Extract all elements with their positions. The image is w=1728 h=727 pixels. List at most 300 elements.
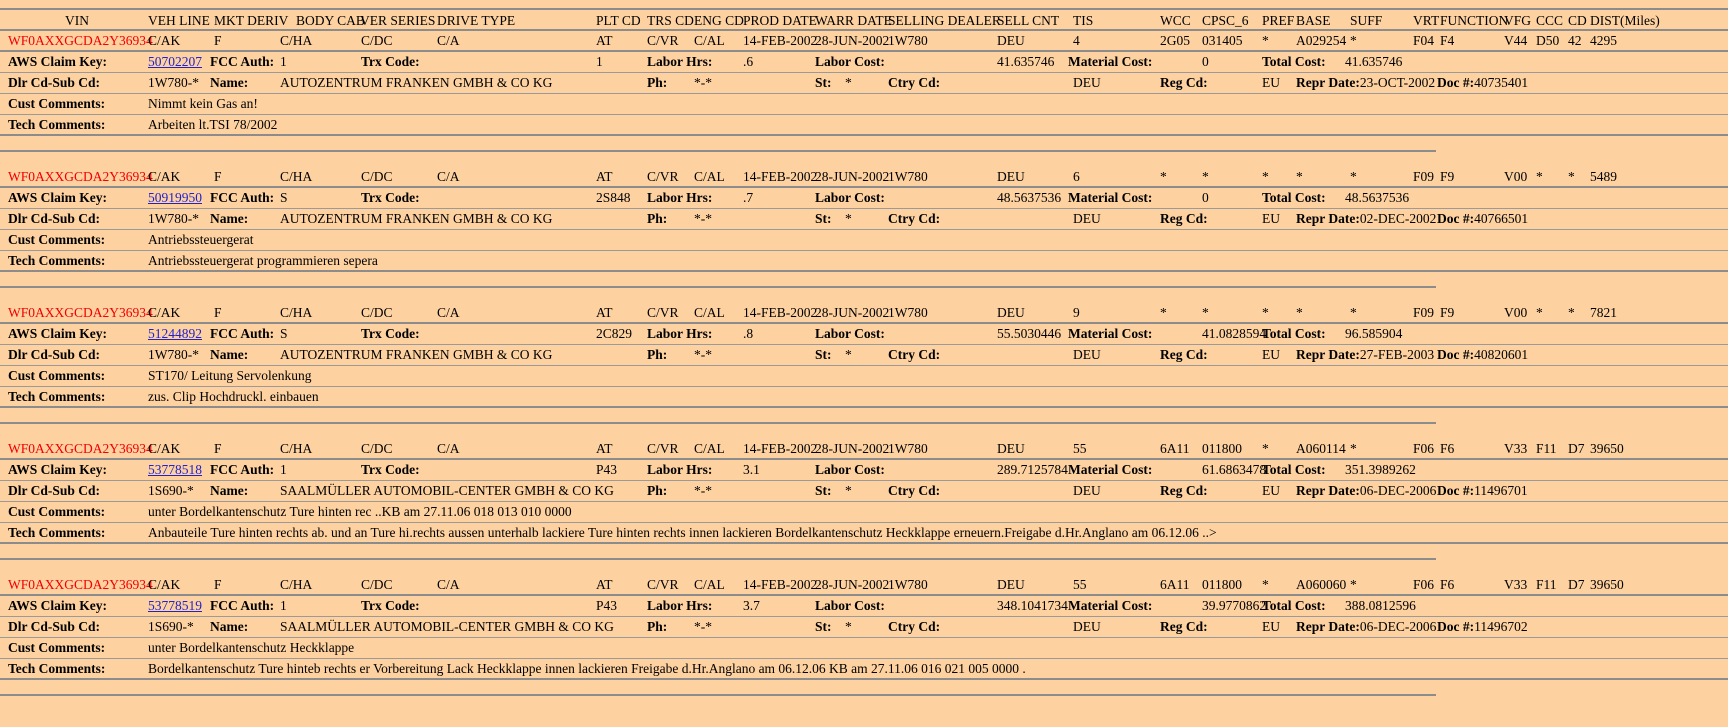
labor-cost-label: Labor Cost: (815, 462, 885, 477)
trx-code-label: Trx Code: (361, 54, 420, 69)
record-separator (0, 680, 1728, 711)
claim-key-link[interactable]: 53778519 (148, 598, 202, 613)
repr-date-label: Repr Date: (1296, 211, 1360, 226)
dlr-cd-value: 1W780-* (148, 75, 199, 90)
name-label: Name: (210, 75, 249, 90)
function-value: F4 (1440, 33, 1455, 48)
st-label: St: (815, 619, 832, 634)
function-value: F9 (1440, 169, 1455, 184)
pref-value: * (1262, 169, 1269, 184)
total-cost-label: Total Cost: (1262, 190, 1326, 205)
repr-date (1296, 617, 1436, 637)
mkt-deriv-value: F (214, 577, 222, 592)
base-value: * (1296, 305, 1303, 320)
ver-series-value: C/DC (361, 441, 393, 456)
body-cab-value: C/HA (280, 577, 313, 592)
suff-value: * (1350, 33, 1357, 48)
dlr-cd-label: Dlr Cd-Sub Cd: (8, 483, 101, 498)
vfg-value: V00 (1504, 305, 1528, 320)
ph-value: *-* (694, 619, 712, 634)
plt-cd-value: AT (596, 169, 613, 184)
doc-number (1437, 345, 1528, 365)
mkt-deriv-value: F (214, 33, 222, 48)
dlr-cd-value: 1S690-* (148, 483, 194, 498)
tis-value: 9 (1073, 305, 1080, 320)
st-label: St: (815, 347, 832, 362)
dealer-row (0, 481, 1728, 502)
ctry-cd-label: Ctry Cd: (888, 619, 941, 634)
reg-cd-value: EU (1262, 483, 1280, 498)
vrt-value: F04 (1413, 33, 1435, 48)
dlr-cd-label: Dlr Cd-Sub Cd: (8, 619, 101, 634)
ph-label: Ph: (647, 347, 668, 362)
name-label: Name: (210, 619, 249, 634)
cust-comments-value: unter Bordelkantenschutz Ture hinten rec ..KB am 27.11.06 018 013 010 0000 (148, 504, 572, 519)
vfg-value: V00 (1504, 169, 1528, 184)
doc-number (1437, 617, 1528, 637)
ph-value: *-* (694, 347, 712, 362)
cust-comments-value: Nimmt kein Gas an! (148, 96, 258, 111)
ccc-value: * (1536, 169, 1543, 184)
col-header-mkt-deriv: MKT DERIV (214, 13, 289, 28)
ctry-cd-value: DEU (1073, 75, 1101, 90)
drive-type-value: C/A (437, 577, 460, 592)
name-label: Name: (210, 347, 249, 362)
drive-type-value: C/A (437, 441, 460, 456)
cust-comments-row (0, 230, 1728, 251)
cd-value: 42 (1568, 33, 1582, 48)
separator-line (0, 286, 1436, 288)
doc-value: 11496701 (1474, 483, 1528, 498)
repr-date (1296, 73, 1435, 93)
col-header-warr-date: WARR DATE (815, 13, 892, 28)
trs-cd-value: C/VR (647, 441, 679, 456)
ctry-cd-value: DEU (1073, 483, 1101, 498)
dlr-cd-value: 1S690-* (148, 619, 194, 634)
separator-line (0, 558, 1436, 560)
cust-comments-label: Cust Comments: (8, 96, 106, 111)
col-header-vrt: VRT (1413, 13, 1440, 28)
fcc-auth-label: FCC Auth: (210, 326, 275, 341)
col-header-drive-type: DRIVE TYPE (437, 13, 516, 28)
col-header-base: BASE (1296, 13, 1331, 28)
dist-value: 7821 (1590, 305, 1617, 320)
column-header-row (0, 8, 1728, 31)
labor-hrs-value: 3.7 (743, 598, 760, 613)
eng-cd-value: C/AL (694, 169, 725, 184)
reg-cd-label: Reg Cd: (1160, 483, 1208, 498)
trs-cd-value: C/VR (647, 305, 679, 320)
col-header-trs-cd: TRS CD (647, 13, 694, 28)
suff-value: * (1350, 577, 1357, 592)
function-value: F9 (1440, 305, 1455, 320)
claim-record (0, 575, 1728, 711)
ctry-cd-value: DEU (1073, 619, 1101, 634)
tech-comments-label: Tech Comments: (8, 253, 106, 268)
labor-cost-value: 55.5030446 (997, 326, 1062, 341)
col-header-vfg: VFG (1504, 13, 1532, 28)
cust-comments-value: unter Bordelkantenschutz Heckklappe (148, 640, 355, 655)
st-value: * (845, 347, 852, 362)
cust-comments-value: ST170/ Leitung Servolenkung (148, 368, 312, 383)
sell-cnt-value: DEU (997, 441, 1025, 456)
mkt-deriv-value: F (214, 169, 222, 184)
warr-date-value: 28-JUN-2002 (815, 577, 890, 592)
reg-cd-value: EU (1262, 75, 1280, 90)
total-cost-value: 96.585904 (1345, 326, 1403, 341)
ph-label: Ph: (647, 211, 668, 226)
warr-date-value: 28-JUN-2002 (815, 305, 890, 320)
sell-cnt-value: DEU (997, 169, 1025, 184)
wcc-value: * (1160, 169, 1167, 184)
tech-comments-row (0, 659, 1728, 680)
separator-line (0, 150, 1436, 152)
ctry-cd-label: Ctry Cd: (888, 211, 941, 226)
dist-value: 39650 (1590, 577, 1624, 592)
tis-value: 4 (1073, 33, 1080, 48)
base-value: A060114 (1296, 441, 1346, 456)
col-header-ver-series: VER SERIES (360, 13, 436, 28)
tech-comments-value: Antriebssteuergerat programmieren sepera (148, 253, 378, 268)
eng-cd-value: C/AL (694, 441, 725, 456)
claim-key-row (0, 52, 1728, 73)
veh-line-value: C/AK (148, 577, 181, 592)
body-cab-value: C/HA (280, 441, 313, 456)
fcc-auth-value: S (280, 190, 288, 205)
st-value: * (845, 483, 852, 498)
total-cost-label: Total Cost: (1262, 326, 1326, 341)
pref-value: * (1262, 305, 1269, 320)
veh-line-value: C/AK (148, 169, 181, 184)
labor-hrs-label: Labor Hrs: (647, 54, 713, 69)
col-header-veh-line: VEH LINE (148, 13, 210, 28)
claim-record (0, 439, 1728, 575)
reg-cd-value: EU (1262, 619, 1280, 634)
mkt-deriv-value: F (214, 305, 222, 320)
repr-date (1296, 209, 1436, 229)
tech-comments-label: Tech Comments: (8, 525, 106, 540)
ctry-cd-label: Ctry Cd: (888, 483, 941, 498)
labor-hrs-label: Labor Hrs: (647, 326, 713, 341)
tech-comments-row (0, 387, 1728, 408)
labor-hrs-value: .8 (743, 326, 754, 341)
tech-comments-label: Tech Comments: (8, 117, 106, 132)
trx-code-value: P43 (596, 598, 618, 613)
ver-series-value: C/DC (361, 169, 393, 184)
st-label: St: (815, 211, 832, 226)
doc-value: 11496702 (1474, 619, 1528, 634)
tech-comments-row (0, 251, 1728, 272)
total-cost-value: 41.635746 (1345, 54, 1403, 69)
function-value: F6 (1440, 577, 1455, 592)
claim-key-row (0, 596, 1728, 617)
fcc-auth-value: S (280, 326, 288, 341)
wcc-value: 2G05 (1160, 33, 1190, 48)
drive-type-value: C/A (437, 169, 460, 184)
trx-code-value: 2S848 (596, 190, 631, 205)
claim-key-row (0, 188, 1728, 209)
st-value: * (845, 75, 852, 90)
fcc-auth-label: FCC Auth: (210, 54, 275, 69)
total-cost-value: 48.5637536 (1345, 190, 1410, 205)
doc-label: Doc #: (1437, 211, 1475, 226)
vehicle-data-row (0, 31, 1728, 52)
col-header-sell-cnt: SELL CNT (997, 13, 1060, 28)
vfg-value: V33 (1504, 441, 1528, 456)
total-cost-label: Total Cost: (1262, 54, 1326, 69)
aws-claim-key-label: AWS Claim Key: (8, 326, 107, 341)
eng-cd-value: C/AL (694, 305, 725, 320)
wcc-value: * (1160, 305, 1167, 320)
fcc-auth-value: 1 (280, 598, 287, 613)
repr-date-value: 06-DEC-2006 (1359, 619, 1437, 634)
body-cab-value: C/HA (280, 305, 313, 320)
labor-cost-value: 41.635746 (997, 54, 1055, 69)
record-separator (0, 544, 1728, 575)
dealer-name-value: AUTOZENTRUM FRANKEN GMBH & CO KG (280, 75, 553, 90)
vrt-value: F09 (1413, 305, 1435, 320)
function-value: F6 (1440, 441, 1455, 456)
vin-value: WF0AXXGCDA2Y36934 (8, 305, 153, 320)
selling-dealer-value: 1W780 (888, 441, 928, 456)
plt-cd-value: AT (596, 441, 613, 456)
col-header-cd: CD (1568, 13, 1587, 28)
vehicle-data-row (0, 303, 1728, 324)
dealer-name-value: AUTOZENTRUM FRANKEN GMBH & CO KG (280, 347, 553, 362)
dealer-name-value: SAALMÜLLER AUTOMOBIL-CENTER GMBH & CO KG (280, 483, 614, 498)
record-separator (0, 408, 1728, 439)
material-cost-label: Material Cost: (1068, 326, 1153, 341)
repr-date-value: 23-OCT-2002 (1359, 75, 1436, 90)
dealer-row (0, 617, 1728, 638)
st-value: * (845, 619, 852, 634)
eng-cd-value: C/AL (694, 33, 725, 48)
cpsc6-value: 031405 (1202, 33, 1243, 48)
suff-value: * (1350, 305, 1357, 320)
labor-hrs-value: .7 (743, 190, 754, 205)
selling-dealer-value: 1W780 (888, 33, 928, 48)
ver-series-value: C/DC (361, 305, 393, 320)
selling-dealer-value: 1W780 (888, 305, 928, 320)
eng-cd-value: C/AL (694, 577, 725, 592)
col-header-body-cab: BODY CAB (296, 13, 365, 28)
wcc-value: 6A11 (1160, 441, 1190, 456)
ph-label: Ph: (647, 619, 668, 634)
ctry-cd-label: Ctry Cd: (888, 347, 941, 362)
st-label: St: (815, 483, 832, 498)
labor-cost-label: Labor Cost: (815, 598, 885, 613)
drive-type-value: C/A (437, 305, 460, 320)
reg-cd-label: Reg Cd: (1160, 75, 1208, 90)
name-label: Name: (210, 211, 249, 226)
claim-key-link[interactable]: 50702207 (148, 54, 202, 69)
repr-date-value: 27-FEB-2003 (1359, 347, 1435, 362)
trx-code-label: Trx Code: (361, 326, 420, 341)
separator-line (0, 694, 1436, 696)
cpsc6-value: 011800 (1202, 441, 1242, 456)
cust-comments-label: Cust Comments: (8, 504, 106, 519)
prod-date-value: 14-FEB-2002 (743, 441, 818, 456)
material-cost-label: Material Cost: (1068, 598, 1153, 613)
veh-line-value: C/AK (148, 305, 181, 320)
warr-date-value: 28-JUN-2002 (815, 169, 890, 184)
total-cost-label: Total Cost: (1262, 598, 1326, 613)
pref-value: * (1262, 441, 1269, 456)
fcc-auth-label: FCC Auth: (210, 190, 275, 205)
mkt-deriv-value: F (214, 441, 222, 456)
dlr-cd-label: Dlr Cd-Sub Cd: (8, 347, 101, 362)
claim-key-row (0, 324, 1728, 345)
material-cost-label: Material Cost: (1068, 190, 1153, 205)
pref-value: * (1262, 33, 1269, 48)
tis-value: 6 (1073, 169, 1080, 184)
repr-date-label: Repr Date: (1296, 75, 1360, 90)
repr-date (1296, 345, 1434, 365)
cust-comments-label: Cust Comments: (8, 368, 106, 383)
plt-cd-value: AT (596, 33, 613, 48)
aws-claim-key-label: AWS Claim Key: (8, 598, 107, 613)
ver-series-value: C/DC (361, 577, 393, 592)
vin-value: WF0AXXGCDA2Y36934 (8, 169, 153, 184)
repr-date-label: Repr Date: (1296, 347, 1360, 362)
cpsc6-value: 011800 (1202, 577, 1242, 592)
tech-comments-value: Bordelkantenschutz Ture hinteb rechts er Vorbereitung Lack Heckklappe innen lackieren Freigabe d.Hr.Anglano am 06.12.06 KB am 27.11.06 016 021 005 0000 . (148, 661, 1026, 676)
fcc-auth-value: 1 (280, 54, 287, 69)
base-value: A060060 (1296, 577, 1347, 592)
doc-value: 40735401 (1474, 75, 1529, 90)
ver-series-value: C/DC (361, 33, 393, 48)
col-header-eng-cd: ENG CD (694, 13, 744, 28)
plt-cd-value: AT (596, 305, 613, 320)
st-label: St: (815, 75, 832, 90)
dealer-row (0, 345, 1728, 366)
repr-date-label: Repr Date: (1296, 619, 1360, 634)
doc-label: Doc #: (1437, 347, 1475, 362)
record-separator (0, 136, 1728, 167)
cust-comments-row (0, 94, 1728, 115)
reg-cd-label: Reg Cd: (1160, 347, 1208, 362)
cpsc6-value: * (1202, 169, 1209, 184)
repr-date-value: 06-DEC-2006 (1359, 483, 1437, 498)
tech-comments-label: Tech Comments: (8, 661, 106, 676)
reg-cd-value: EU (1262, 347, 1280, 362)
dist-value: 4295 (1590, 33, 1617, 48)
labor-hrs-label: Labor Hrs: (647, 462, 713, 477)
labor-hrs-label: Labor Hrs: (647, 598, 713, 613)
labor-cost-label: Labor Cost: (815, 326, 885, 341)
reg-cd-label: Reg Cd: (1160, 619, 1208, 634)
drive-type-value: C/A (437, 33, 460, 48)
cpsc6-value: * (1202, 305, 1209, 320)
col-header-function: FUNCTION (1440, 13, 1509, 28)
ctry-cd-value: DEU (1073, 211, 1101, 226)
reg-cd-value: EU (1262, 211, 1280, 226)
tech-comments-label: Tech Comments: (8, 389, 106, 404)
veh-line-value: C/AK (148, 441, 181, 456)
col-header-selling-dealer: SELLING DEALER (888, 13, 1001, 28)
dist-value: 5489 (1590, 169, 1617, 184)
material-cost-value: 61.6863478 (1202, 462, 1267, 477)
vehicle-data-row (0, 575, 1728, 596)
col-header-wcc: WCC (1160, 13, 1191, 28)
ctry-cd-label: Ctry Cd: (888, 75, 941, 90)
trs-cd-value: C/VR (647, 577, 679, 592)
dealer-row (0, 73, 1728, 94)
dealer-name-value: AUTOZENTRUM FRANKEN GMBH & CO KG (280, 211, 553, 226)
aws-claim-key-label: AWS Claim Key: (8, 462, 107, 477)
fcc-auth-value: 1 (280, 462, 287, 477)
repr-date (1296, 481, 1436, 501)
aws-claim-key-label: AWS Claim Key: (8, 54, 107, 69)
labor-hrs-value: .6 (743, 54, 754, 69)
repr-date-label: Repr Date: (1296, 483, 1360, 498)
cust-comments-label: Cust Comments: (8, 232, 106, 247)
warr-date-value: 28-JUN-2002 (815, 33, 890, 48)
ph-label: Ph: (647, 483, 668, 498)
trx-code-label: Trx Code: (361, 190, 420, 205)
warr-date-value: 28-JUN-2002 (815, 441, 890, 456)
material-cost-label: Material Cost: (1068, 54, 1153, 69)
doc-label: Doc #: (1437, 483, 1475, 498)
vin-value: WF0AXXGCDA2Y36934 (8, 33, 153, 48)
vrt-value: F09 (1413, 169, 1435, 184)
ccc-value: F11 (1536, 577, 1557, 592)
base-value: * (1296, 169, 1303, 184)
veh-line-value: C/AK (148, 33, 181, 48)
ctry-cd-value: DEU (1073, 347, 1101, 362)
doc-number (1437, 209, 1528, 229)
claim-key-link[interactable]: 50919950 (148, 190, 202, 205)
prod-date-value: 14-FEB-2002 (743, 305, 818, 320)
prod-date-value: 14-FEB-2002 (743, 577, 818, 592)
tis-value: 55 (1073, 441, 1087, 456)
labor-cost-label: Labor Cost: (815, 190, 885, 205)
claim-key-link[interactable]: 51244892 (148, 326, 202, 341)
trx-code-label: Trx Code: (361, 462, 420, 477)
dlr-cd-value: 1W780-* (148, 347, 199, 362)
wcc-value: 6A11 (1160, 577, 1190, 592)
ccc-value: D50 (1536, 33, 1560, 48)
separator-line (0, 422, 1436, 424)
vin-value: WF0AXXGCDA2Y36934 (8, 441, 153, 456)
col-header-suff: SUFF (1350, 13, 1383, 28)
col-header-vin: VIN (65, 13, 89, 28)
doc-number (1437, 73, 1528, 93)
vfg-value: V44 (1504, 33, 1528, 48)
cust-comments-label: Cust Comments: (8, 640, 106, 655)
tech-comments-value: zus. Clip Hochdruckl. einbauen (148, 389, 319, 404)
material-cost-value: 0 (1202, 190, 1209, 205)
tech-comments-row (0, 523, 1728, 544)
ccc-value: F11 (1536, 441, 1557, 456)
claim-key-link[interactable]: 53778518 (148, 462, 202, 477)
aws-claim-key-label: AWS Claim Key: (8, 190, 107, 205)
col-header-pref: PREF (1262, 13, 1295, 28)
labor-cost-label: Labor Cost: (815, 54, 885, 69)
st-value: * (845, 211, 852, 226)
base-value: A029254 (1296, 33, 1347, 48)
vrt-value: F06 (1413, 441, 1435, 456)
material-cost-value: 41.0828594 (1202, 326, 1267, 341)
claim-record (0, 303, 1728, 439)
dist-value: 39650 (1590, 441, 1624, 456)
material-cost-value: 0 (1202, 54, 1209, 69)
total-cost-value: 388.0812596 (1345, 598, 1416, 613)
tech-comments-row (0, 115, 1728, 136)
prod-date-value: 14-FEB-2002 (743, 33, 818, 48)
ccc-value: * (1536, 305, 1543, 320)
doc-label: Doc #: (1437, 75, 1475, 90)
